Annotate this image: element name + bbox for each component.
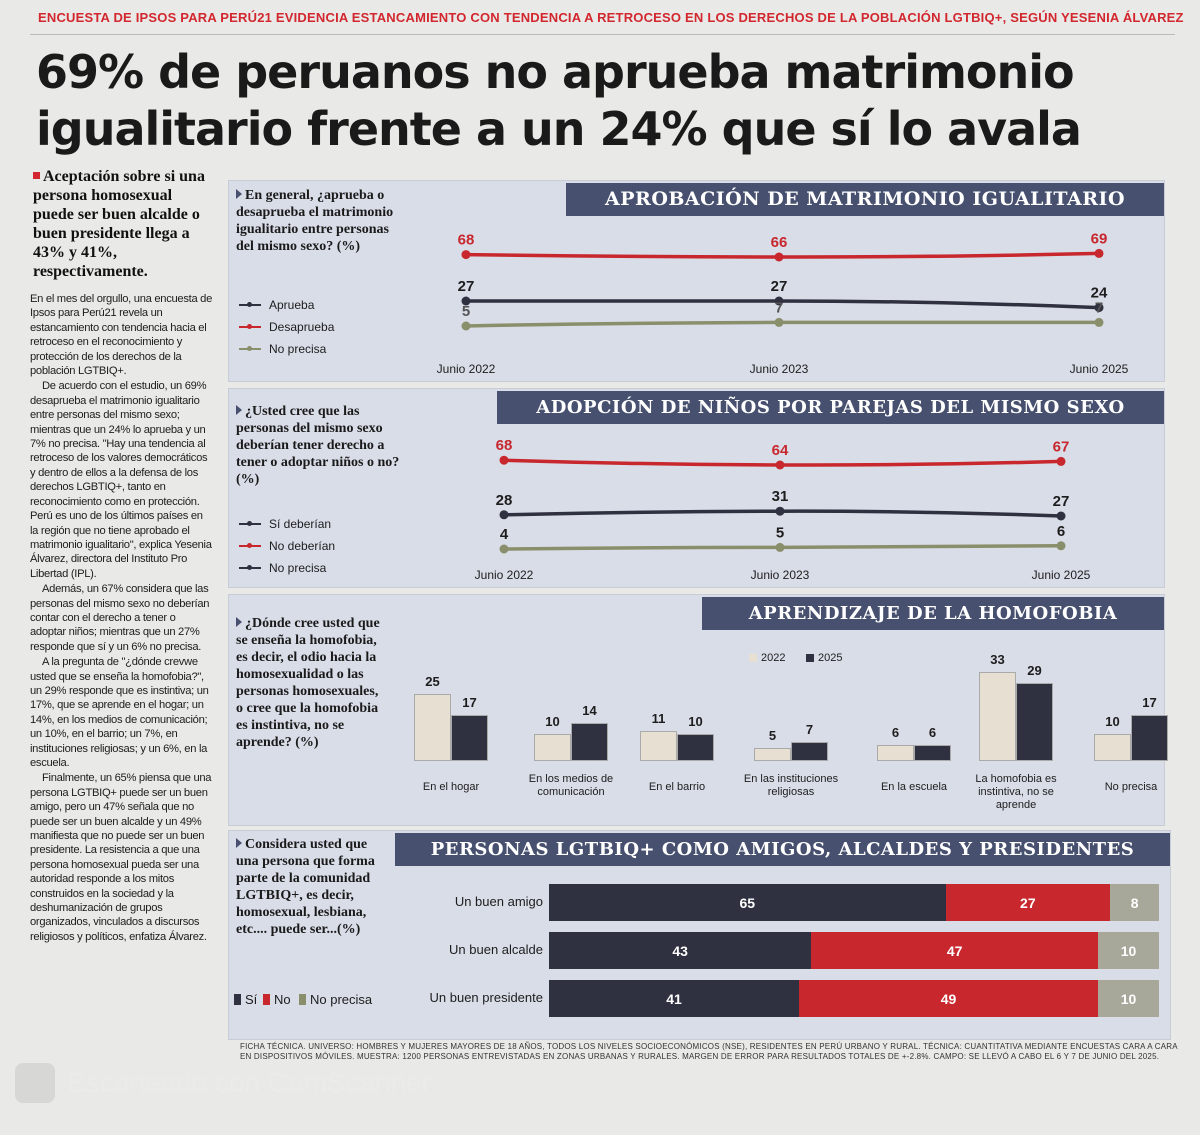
stacked-bar-chart (229, 831, 1172, 1041)
x-tick-label: Junio 2022 (474, 568, 534, 582)
stacked-segment: 65 (549, 884, 946, 921)
bar (1131, 715, 1168, 761)
data-point (775, 253, 784, 262)
data-point (462, 322, 471, 331)
category-label: En los medios de comunicación (528, 773, 614, 798)
chart-panel-lgtbiq-roles (228, 830, 1171, 1040)
camscanner-logo-icon (15, 1063, 55, 1103)
data-label: 68 (457, 231, 475, 249)
x-tick-label: Junio 2025 (1031, 568, 1091, 582)
chart-panel-adoption (228, 388, 1165, 588)
data-point (775, 318, 784, 327)
bar-value-label: 17 (1142, 695, 1157, 711)
data-label: 66 (770, 234, 788, 251)
data-label: 7 (1094, 299, 1104, 317)
bar-chart (229, 595, 1166, 827)
bar (979, 672, 1016, 761)
row-label: Un buen alcalde (449, 942, 543, 957)
data-point (462, 250, 471, 259)
bar (414, 694, 451, 762)
legend-label: Sí deberían (269, 517, 332, 531)
bar-value-label: 11 (651, 711, 666, 727)
row-label: Un buen amigo (454, 894, 543, 909)
lead (33, 167, 213, 281)
category-label: En el barrio (648, 781, 706, 793)
x-tick-label: Junio 2022 (436, 362, 496, 376)
legend-label: Desaprueba (269, 320, 335, 334)
bar (877, 745, 914, 761)
data-label: 27 (770, 278, 788, 295)
data-point (500, 510, 509, 519)
bullet-square-icon (33, 172, 40, 179)
stacked-segment: 10 (1098, 932, 1159, 969)
chart-panel-homophobia (228, 594, 1165, 826)
bar-value-label: 6 (928, 724, 937, 740)
article-paragraph: De acuerdo con el estudio, un 69% desaprueba el matrimonio igualitario entre personas del mismo sexo; mientras que un 24% lo aprueba y un 7% no precisa. "Hay una tendencia al retroceso de los valores democráticos y dentro de ellos a la defensa de los derechos LGBTIQ+, tanto en reconocimiento como en protección. Perú es uno de los últimos países en la región que no tiene aprobado el matrimonio igualitario", explica Yesenia Álvarez, directora del Instituto Pro Libertad (IPL). (30, 380, 212, 580)
category-label: En las instituciones religiosas (743, 773, 839, 798)
legend-label: 2025 (818, 652, 843, 664)
chart-title: PERSONAS LGTBIQ+ COMO AMIGOS, ALCALDES Y PRESIDENTES (395, 833, 1170, 866)
chart-title: APROBACIÓN DE MATRIMONIO IGUALITARIO (566, 183, 1164, 216)
divider (30, 34, 1175, 35)
data-label: 4 (499, 526, 509, 543)
data-point (500, 545, 509, 554)
row-label: Un buen presidente (429, 990, 543, 1005)
chart-question-text: ¿Usted cree que las personas del mismo sexo deberían tener derecho a tener o adoptar niños o no? (%) (236, 404, 400, 487)
bar (754, 748, 791, 762)
stacked-segment: 47 (811, 932, 1098, 969)
category-label: En el hogar (422, 781, 480, 793)
data-label: 31 (771, 488, 789, 506)
chart-question-text: Considera usted que una persona que forma parte de la comunidad LGTBIQ+, es decir, homosexual, lesbiana, etc.... puede ser...(%) (236, 837, 375, 937)
article-paragraph: Además, un 67% considera que las personas del mismo sexo no deberían contar con el derecho a tener o adoptar niños; mientras que un 27% responde que sí y un 6% no precisa. (30, 583, 210, 653)
bar (640, 731, 677, 761)
data-point (500, 456, 509, 465)
stacked-segment: 8 (1110, 884, 1159, 921)
stacked-segment: 49 (799, 980, 1098, 1017)
data-point (1057, 512, 1066, 521)
data-label: 6 (1056, 522, 1066, 540)
article-body (30, 292, 213, 945)
data-point (776, 507, 785, 516)
bar (571, 723, 608, 761)
x-tick-label: Junio 2023 (749, 362, 809, 376)
bar-value-label: 5 (768, 727, 777, 743)
lead-text: Aceptación sobre si una persona homosexual puede ser buen alcalde o buen presidente llega a 43% y 41%, respectivamente. (33, 168, 205, 280)
category-label: En la escuela (880, 781, 948, 793)
bar-value-label: 10 (545, 714, 560, 729)
data-label: 24 (1090, 284, 1108, 302)
data-point (1095, 249, 1104, 258)
legend-label: No deberían (269, 539, 336, 553)
bar (791, 742, 828, 761)
x-tick-label: Junio 2023 (750, 568, 810, 582)
article-paragraph: Finalmente, un 65% piensa que una persona LGTBIQ+ puede ser un buen amigo, pero un 47% señala que no puede ser un buen alcalde y un 49% manifiesta que no puede ser un buen presidente. La resistencia a que una persona homosexual pueda ser una autoridad responde a los mitos construidos en la sociedad y la deshumanización de grupos organizados, vinculados a discursos religiosos y políticos, enfatiza Álvarez. (30, 772, 212, 943)
data-label: 5 (461, 303, 471, 320)
data-point (1057, 457, 1066, 466)
bar-value-label: 10 (1105, 714, 1120, 729)
legend-label: No precisa (269, 342, 327, 356)
bar-value-label: 6 (891, 724, 900, 740)
legend-label: Aprueba (269, 298, 315, 312)
chart-title: ADOPCIÓN DE NIÑOS POR PAREJAS DEL MISMO SEXO (497, 391, 1164, 424)
bar-value-label: 17 (462, 695, 477, 711)
article-paragraph: A la pregunta de "¿dónde crevwe usted que se enseña la homofobia?", un 29% responde que es instintiva; un 17%, que se aprende en el hogar; un 14%, en los medios de comunicación; un 10%, en el barrio; un 7%, en instituciones religiosas; y un 6%, en la escuela. (30, 656, 209, 769)
stacked-segment: 27 (946, 884, 1111, 921)
headline: 69% de peruanos no aprueba matrimonio igualitario frente a un 24% que sí lo avala (36, 45, 1081, 156)
stacked-segment: 43 (549, 932, 811, 969)
stacked-segment: 41 (549, 980, 799, 1017)
stacked-segment: 10 (1098, 980, 1159, 1017)
kicker: ENCUESTA DE IPSOS PARA PERÚ21 EVIDENCIA ESTANCAMIENTO CON TENDENCIA A RETROCESO EN LOS DERECHOS DE LA POBLACIÓN LGTBIQ+, SEGÚN YESENIA ÁLVAREZ (38, 10, 1184, 25)
bar-value-label: 14 (582, 703, 597, 719)
chart-question-text: En general, ¿aprueba o desaprueba el matrimonio igualitario entre personas del mismo sexo? (%) (236, 188, 394, 254)
line-chart (229, 389, 1166, 589)
data-label: 27 (1052, 493, 1070, 510)
data-point (1057, 541, 1066, 550)
legend-label: No precisa (269, 561, 327, 575)
bar-value-label: 29 (1027, 662, 1042, 678)
bar-value-label: 33 (990, 651, 1005, 667)
data-label: 67 (1052, 438, 1070, 456)
scanner-watermark (15, 1063, 431, 1103)
legend-label: No precisa (310, 992, 373, 1007)
legend-label: Sí (245, 992, 258, 1007)
data-label: 69 (1090, 230, 1108, 248)
data-label: 68 (495, 437, 513, 455)
legend-label: No (274, 992, 291, 1007)
data-label: 27 (457, 278, 475, 295)
bar (914, 745, 951, 761)
bar-value-label: 25 (425, 673, 440, 689)
x-tick-label: Junio 2025 (1069, 362, 1129, 376)
data-point (776, 461, 785, 470)
bar-value-label: 7 (805, 722, 814, 738)
legend-label: 2022 (761, 652, 786, 664)
bar (534, 734, 571, 761)
bar (677, 734, 714, 761)
chart-question-text: ¿Dónde cree usted que se enseña la homofobia, es decir, el odio hacia la homosexualidad o las personas homosexuales, o cree que la homofobia es instintiva, no se aprende? (%) (236, 616, 380, 750)
chart-panel-marriage (228, 180, 1165, 382)
data-point (776, 543, 785, 552)
scanner-watermark-text: Escaneado con CamScanner (67, 1067, 432, 1098)
data-label: 5 (775, 524, 785, 542)
ficha-tecnica: FICHA TÉCNICA. UNIVERSO: HOMBRES Y MUJERES MAYORES DE 18 AÑOS, TODOS LOS NIVELES SOCIOECONÓMICOS (NSE), RESIDENTES EN PERÚ URBANO Y RURAL. TÉCNICA: CUANTITATIVA MEDIANTE ENCUESTAS CARA A CARA EN DISPOSITIVOS MÓVILES. MUESTRA: 1200 PERSONAS ENTREVISTADAS EN ZONAS URBANAS Y RURALES. MARGEN DE ERROR PARA RESULTADOS TOTALES DE +-2.8%. CAMPO: SE LLEVÓ A CABO EL 6 Y 7 DE JUNIO DEL 2025. (240, 1042, 1178, 1061)
data-label: 64 (771, 442, 789, 459)
bar (1094, 734, 1131, 761)
data-label: 28 (495, 491, 513, 509)
data-point (1095, 318, 1104, 327)
category-label: La homofobia es instintiva, no se aprende (975, 773, 1057, 811)
article-paragraph: En el mes del orgullo, una encuesta de Ipsos para Perú21 revela un estancamiento con tendencia hacia el retroceso en el reconocimiento y protección de los derechos de la población LGTBIQ+. (30, 293, 213, 378)
bar (1016, 683, 1053, 761)
data-label: 7 (774, 299, 784, 317)
category-label: No precisa (1104, 781, 1158, 793)
bar (451, 715, 488, 761)
line-chart (229, 181, 1166, 383)
chart-title: APRENDIZAJE DE LA HOMOFOBIA (702, 597, 1164, 630)
bar-value-label: 10 (688, 714, 703, 729)
